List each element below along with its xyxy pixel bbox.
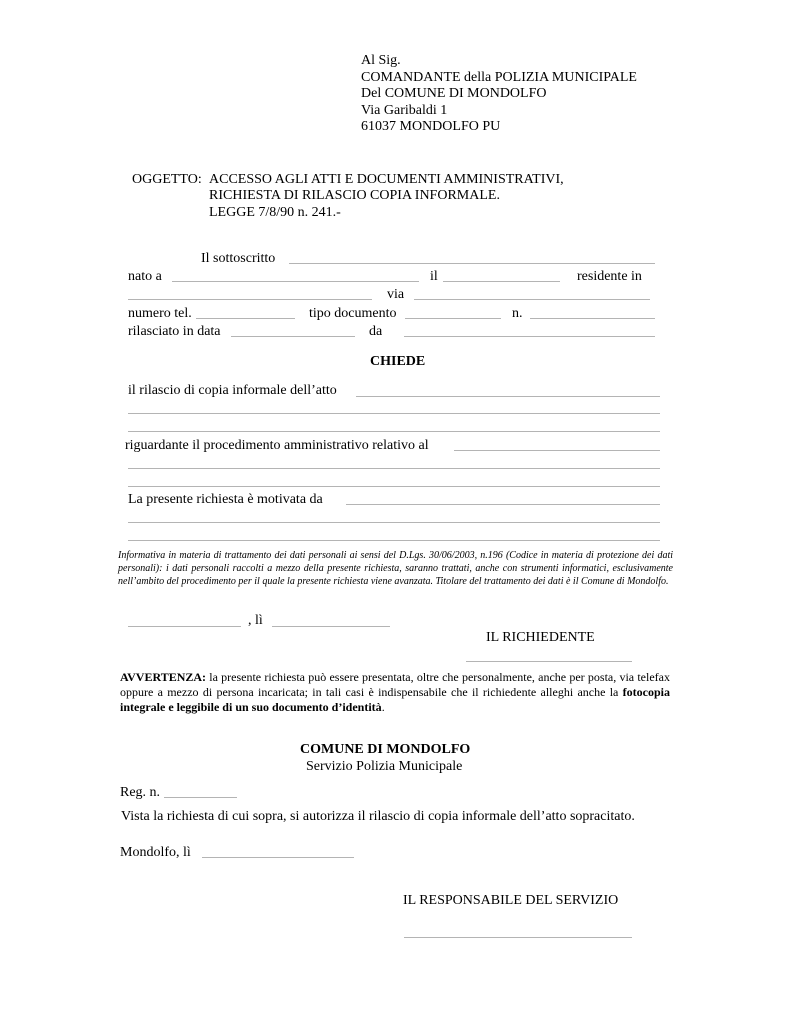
act-label: il rilascio di copia informale dell’atto [128, 383, 337, 398]
office-place-label: Mondolfo, lì [120, 845, 191, 860]
undersigned-label: Il sottoscritto [201, 251, 276, 266]
request-heading: CHIEDE [370, 354, 426, 369]
warning-label: AVVERTENZA: [120, 670, 207, 684]
warning-note [120, 670, 670, 715]
act-field-line-3[interactable] [128, 431, 660, 432]
warning-text: la presente richiesta può essere presentata, oltre che personalmente, anche per posta, via telefax oppure a mezzo di persona incaricata; in tali casi è indispensabile che il richiedente alleghi anche la [120, 670, 670, 699]
addressee-line-4: Via Garibaldi 1 [361, 103, 448, 118]
procedure-field-line-2[interactable] [128, 468, 660, 469]
motivation-field-line-2[interactable] [128, 522, 660, 523]
act-field[interactable] [356, 396, 660, 397]
born-in-label: nato a [128, 269, 162, 284]
issued-on-field[interactable] [231, 336, 355, 337]
undersigned-field[interactable] [289, 263, 655, 264]
doc-number-field[interactable] [530, 318, 655, 319]
responsible-signature-field[interactable] [404, 937, 632, 938]
date-field[interactable] [272, 626, 390, 627]
issued-by-field[interactable] [404, 336, 655, 337]
signer-label: IL RICHIEDENTE [486, 630, 595, 645]
responsible-label: IL RESPONSABILE DEL SERVIZIO [403, 893, 619, 908]
birth-date-label: il [430, 269, 438, 284]
issued-by-label: da [369, 324, 383, 339]
subject-line-2: RICHIESTA DI RILASCIO COPIA INFORMALE. [209, 188, 500, 203]
procedure-field[interactable] [454, 450, 660, 451]
doc-number-label: n. [512, 306, 523, 321]
street-field[interactable] [414, 299, 650, 300]
signer-signature-field[interactable] [466, 661, 632, 662]
office-title: COMUNE DI MONDOLFO [300, 742, 471, 757]
subject-line-3: LEGGE 7/8/90 n. 241.- [209, 205, 341, 220]
addressee-line-2: COMANDANTE della POLIZIA MUNICIPALE [361, 70, 637, 85]
subject-label: OGGETTO: [132, 172, 202, 187]
procedure-label: riguardante il procedimento amministrativo relativo al [125, 438, 429, 453]
warning-end: . [381, 700, 385, 714]
phone-field[interactable] [196, 318, 295, 319]
place-date-separator: , lì [248, 613, 263, 628]
motivation-field-line-3[interactable] [128, 540, 660, 541]
motivation-field[interactable] [346, 504, 660, 505]
addressee-line-3: Del COMUNE DI MONDOLFO [361, 86, 547, 101]
addressee-line-5: 61037 MONDOLFO PU [361, 119, 501, 134]
privacy-notice: Informativa in materia di trattamento dei dati personali ai sensi del D.Lgs. 30/06/2003, n.196 (Codice in materia di protezione dei dati personali): i dati personali raccolti a mezzo della presente richiesta, saranno trattati, anche con strumenti informatici, esclusivamente nell’ambito del procedimento per il quale la presente richiesta viene avanzata. Titolare del trattamento dei dati è il Comune di Mondolfo. [118, 550, 673, 587]
phone-label: numero tel. [128, 306, 192, 321]
place-field[interactable] [128, 626, 241, 627]
residence-field[interactable] [128, 299, 372, 300]
addressee-line-1: Al Sig. [361, 53, 401, 68]
office-service: Servizio Polizia Municipale [306, 759, 463, 774]
procedure-field-line-3[interactable] [128, 486, 660, 487]
motivation-label: La presente richiesta è motivata da [128, 492, 323, 507]
issued-on-label: rilasciato in data [128, 324, 221, 339]
warning-bold-text: fotocopia integrale e leggibile di un suo documento d’identità [120, 685, 670, 714]
resident-in-label: residente in [577, 269, 642, 284]
act-field-line-2[interactable] [128, 413, 660, 414]
doc-type-label: tipo documento [309, 306, 397, 321]
reg-label: Reg. n. [120, 785, 161, 800]
subject-line-1: ACCESSO AGLI ATTI E DOCUMENTI AMMINISTRATIVI, [209, 172, 564, 187]
reg-number-field[interactable] [164, 797, 237, 798]
authorization-text: Vista la richiesta di cui sopra, si autorizza il rilascio di copia informale dell’atto sopracitato. [121, 809, 635, 824]
street-label: via [387, 287, 405, 302]
born-in-field[interactable] [172, 281, 419, 282]
birth-date-field[interactable] [443, 281, 560, 282]
doc-type-field[interactable] [405, 318, 501, 319]
office-date-field[interactable] [202, 857, 354, 858]
